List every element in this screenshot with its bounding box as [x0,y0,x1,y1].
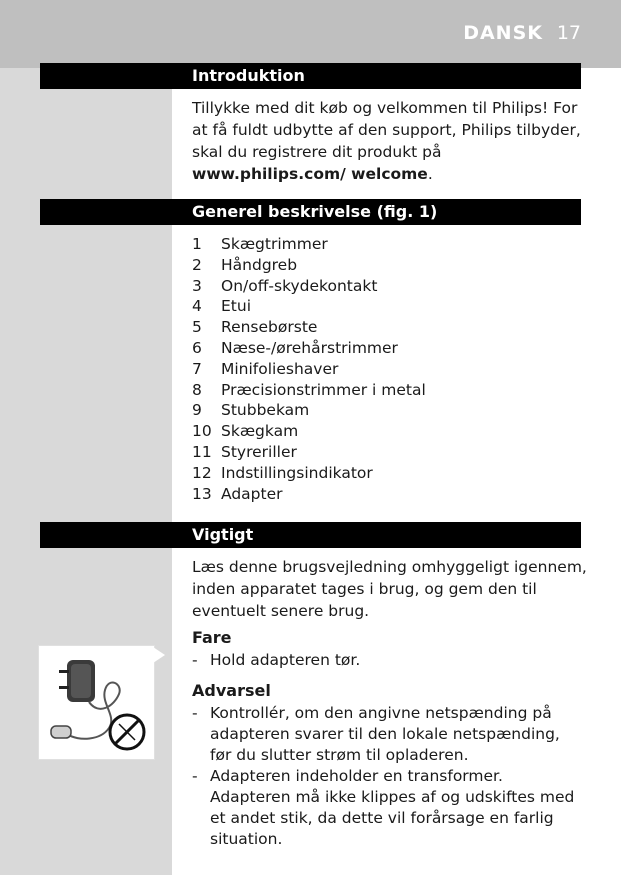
warning-heading: Advarsel [192,681,271,700]
item-label: Adapter [221,484,283,503]
item-label: Håndgreb [221,255,298,274]
item-label: Præcisionstrimmer i metal [221,380,426,399]
page-header [0,0,621,68]
adapter-no-cut-illustration [38,645,155,760]
item-label: Styreriller [221,442,297,461]
dash-marker: - [192,704,198,722]
item-label: Næse-/ørehårstrimmer [221,338,398,357]
warning-item-text: Adapteren indeholder en transformer. Adapteren må ikke klippes af og udskiftes med et andet stik, da dette vil forårsage en farlig situation. [210,767,575,848]
intro-text: Tillykke med dit køb og velkommen til Philips! For at få fuldt udbytte af den support, Philips tilbyder, skal du registrere dit produkt på [192,99,581,161]
dash-marker: - [192,651,198,669]
parts-list-item [192,359,426,380]
item-label: Minifolieshaver [221,359,339,378]
parts-list-item [192,400,426,421]
section-title-intro: Introduktion [192,66,305,85]
parts-list-item [192,296,426,317]
item-number: 5 [192,318,202,337]
parts-list-item [192,442,426,463]
item-number: 12 [192,463,212,482]
item-label: On/off-skydekontakt [221,276,378,295]
parts-list-item [192,317,426,338]
danger-item [192,650,584,671]
header-language: DANSK [463,22,543,44]
item-number: 9 [192,401,202,420]
intro-url: www.philips.com/ welcome [192,165,428,183]
parts-list-item [192,463,426,484]
item-number: 8 [192,380,202,399]
parts-list-item [192,255,426,276]
parts-list-item [192,234,426,255]
item-number: 11 [192,442,212,461]
parts-list-item [192,380,426,401]
item-label: Etui [221,297,252,316]
warning-item [192,703,584,766]
parts-list-item [192,484,426,505]
item-number: 7 [192,359,202,378]
parts-list [192,234,426,504]
figure-pointer [153,647,165,663]
section-title-general: Generel beskrivelse (fig. 1) [192,202,438,221]
parts-list-item [192,421,426,442]
item-number: 2 [192,255,202,274]
parts-list-item [192,338,426,359]
intro-text-end: . [427,165,433,183]
important-intro: Læs denne brugsvejledning omhyggeligt igennem, inden apparatet tages i brug, og gem den til eventuelt senere brug. [192,558,587,620]
item-label: Indstillingsindikator [221,463,373,482]
dash-marker: - [192,767,198,785]
intro-paragraph [192,97,587,185]
section-title-important: Vigtigt [192,525,254,544]
page-number: 17 [556,22,581,44]
warning-item [192,766,584,850]
item-label: Skægtrimmer [221,235,328,253]
item-number: 13 [192,484,212,503]
adapter-icon [39,646,154,759]
item-number: 3 [192,276,202,295]
item-label: Stubbekam [221,401,310,420]
item-number: 6 [192,338,202,357]
section-bar-important [40,522,581,548]
section-bar-general [40,199,581,225]
danger-item-text: Hold adapteren tør. [210,651,361,669]
item-number: 4 [192,297,202,316]
section-bar-intro [40,63,581,89]
parts-list-item [192,276,426,297]
item-number: 1 [192,235,202,253]
item-label: Rensebørste [221,318,318,337]
danger-heading: Fare [192,628,232,647]
warning-item-text: Kontrollér, om den angivne netspænding på adapteren svarer til den lokale netspænding, før du slutter strøm til opladeren. [210,704,560,764]
item-number: 10 [192,422,212,441]
item-label: Skægkam [221,422,299,441]
